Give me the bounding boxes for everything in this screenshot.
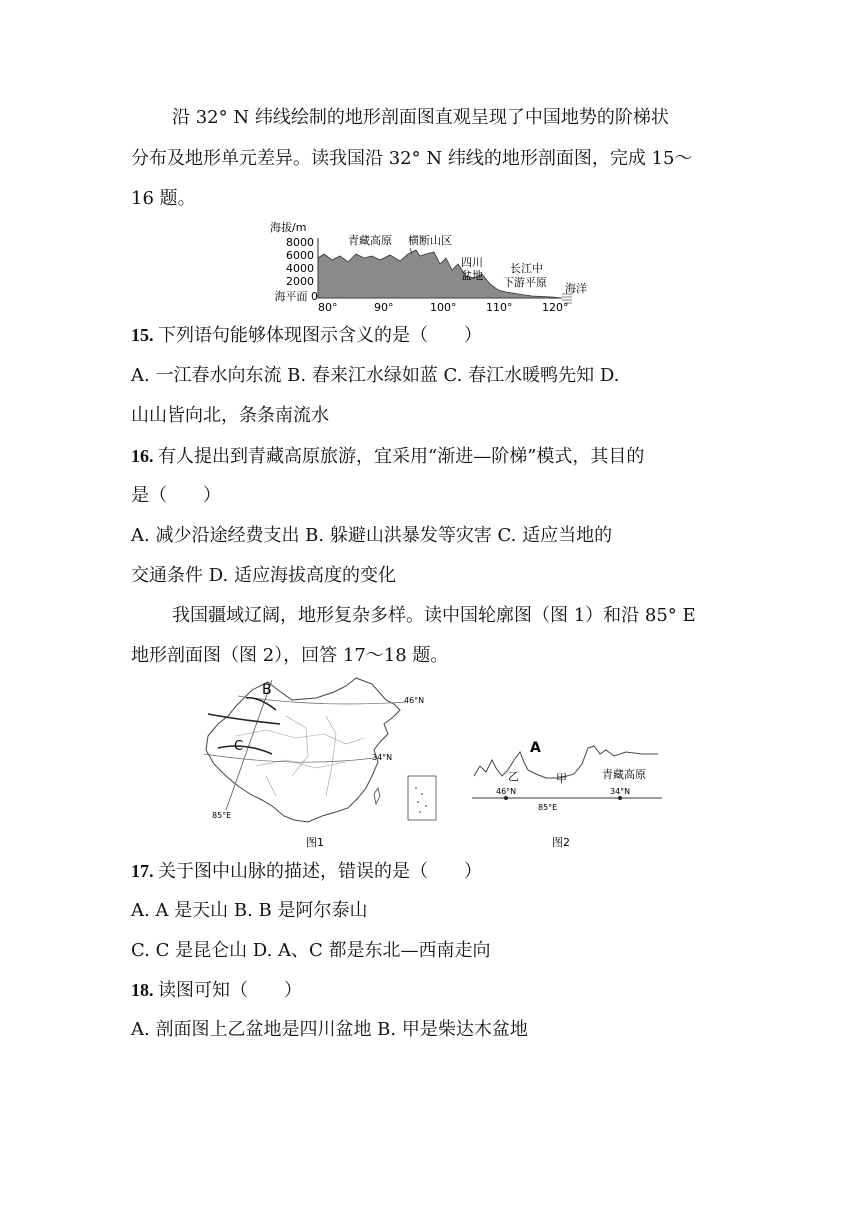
intro-line-1: 沿 32° N 纬线绘制的地形剖面图直观呈现了中国地势的阶梯状	[172, 107, 669, 128]
q16-options-line-1: A. 减少沿途经费支出 B. 躲避山洪暴发等灾害 C. 适应当地的	[131, 525, 613, 546]
label-b: B	[262, 682, 272, 698]
q18-number: 18	[131, 980, 149, 1000]
profile-34n-label: 34°N	[610, 787, 631, 796]
intro-line-3: 16 题。	[131, 188, 196, 209]
profile-ylabel: 海拔/m	[270, 221, 307, 234]
profile-xtick-80: 80°	[318, 301, 338, 314]
profile-caption: 图2	[552, 836, 570, 849]
profile-xtick-110: 110°	[486, 301, 513, 314]
label-c: C	[234, 739, 244, 754]
profile-ytick-8000: 8000	[286, 236, 314, 249]
q17-options-line-1: A. A 是天山 B. B 是阿尔泰山	[131, 900, 368, 921]
q18-options-line-1: A. 剖面图上乙盆地是四川盆地 B. 甲是柴达木盆地	[131, 1019, 528, 1040]
intro2-line-2: 地形剖面图（图 2），回答 17～18 题。	[131, 645, 449, 666]
profile-ytick-sea-level: 海平面 0	[274, 290, 318, 303]
q15-stem: 15. 下列语句能够体现图示含义的是（ ）	[131, 325, 482, 346]
q15-options-line-1: A. 一江春水向东流 B. 春来江水绿如蓝 C. 春江水暖鸭先知 D.	[131, 365, 620, 386]
lat-34n-label: 34°N	[372, 753, 393, 762]
profile-ytick-2000: 2000	[286, 275, 314, 288]
marker-46n	[504, 796, 508, 800]
terrain-profile-32n-figure	[262, 218, 594, 314]
q16-stem-text-1: 有人提出到青藏高原旅游，宜采用“渐进—阶梯”模式，其目的	[158, 446, 645, 467]
inset-islands	[415, 787, 427, 813]
china-outline-map	[196, 676, 442, 852]
profile-46n-label: 46°N	[496, 787, 517, 796]
q18-stem: 18. 读图可知（ ）	[131, 980, 302, 1001]
q16-stem: 16. 有人提出到青藏高原旅游，宜采用“渐进—阶梯”模式，其目的	[131, 446, 645, 467]
label-changjiang-2: 下游平原	[503, 276, 547, 289]
q16-stem-text-2: 是（ ）	[131, 485, 221, 506]
south-china-sea-inset	[408, 776, 436, 820]
label-jia: 甲	[556, 772, 567, 785]
q18-stem-text: 读图可知（ ）	[158, 980, 302, 1001]
label-a: A	[530, 740, 541, 756]
mountain-b-line	[246, 698, 276, 710]
lon-85e-label: 85°E	[212, 811, 232, 820]
q16-number: 16	[131, 446, 149, 466]
terrain-profile-85e-figure	[466, 730, 666, 852]
q15-stem-text: 下列语句能够体现图示含义的是（ ）	[158, 325, 482, 346]
mountain-a-line	[208, 714, 280, 724]
label-qingzang-plateau: 青藏高原	[348, 234, 392, 247]
label-hengduan-mountains: 横断山区	[408, 234, 452, 247]
q17-stem-text: 关于图中山脉的描述，错误的是（ ）	[158, 861, 482, 882]
label-ocean: 海洋	[565, 282, 587, 295]
label-sichuan-2: 盆地	[461, 269, 483, 282]
q15-number: 15	[131, 325, 149, 345]
intro2-line-1: 我国疆域辽阔，地形复杂多样。读中国轮廓图（图 1）和沿 85° E	[172, 605, 696, 626]
profile-xtick-90: 90°	[374, 301, 394, 314]
profile-ytick-4000: 4000	[286, 262, 314, 275]
marker-34n	[618, 796, 622, 800]
longitude-85e-line	[226, 680, 272, 810]
label-changjiang-1: 长江中	[510, 262, 543, 275]
label-sichuan-1: 四川	[461, 256, 483, 269]
q15-options-line-2: 山山皆向北，条条南流水	[131, 405, 329, 426]
label-qingzang: 青藏高原	[602, 768, 646, 781]
label-yi: 乙	[508, 770, 519, 783]
profile-ytick-6000: 6000	[286, 249, 314, 262]
taiwan-island	[374, 788, 380, 804]
intro-line-2: 分布及地形单元差异。读我国沿 32° N 纬线的地形剖面图，完成 15～	[131, 148, 693, 169]
profile-85e-label: 85°E	[538, 803, 558, 812]
profile-xtick-100: 100°	[430, 301, 457, 314]
lat-46n-label: 46°N	[404, 696, 425, 705]
mountain-c-line	[218, 746, 272, 754]
map-caption: 图1	[306, 836, 324, 849]
profile-xtick-120: 120°	[542, 301, 569, 314]
q16-options-line-2: 交通条件 D. 适应海拔高度的变化	[131, 565, 396, 586]
q17-options-line-2: C. C 是昆仑山 D. A、C 都是东北—西南走向	[131, 940, 491, 961]
q17-number: 17	[131, 861, 149, 881]
q17-stem: 17. 关于图中山脉的描述，错误的是（ ）	[131, 861, 482, 882]
